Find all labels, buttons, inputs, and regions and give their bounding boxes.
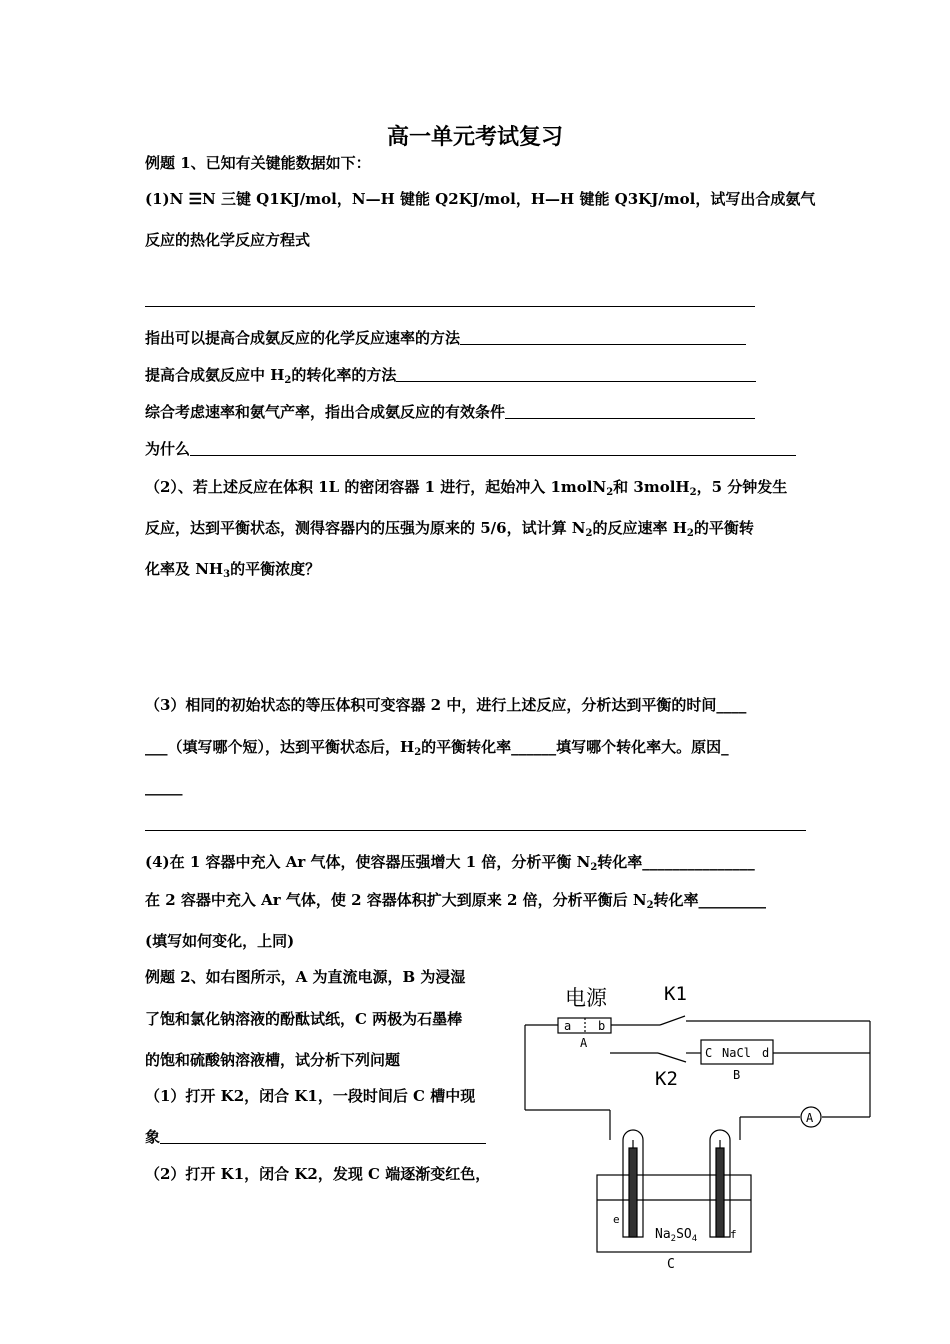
solution-label	[655, 1227, 697, 1244]
subscript: 3	[223, 569, 231, 580]
example2-line3: 的饱和硫酸钠溶液槽，试分析下列问题	[145, 1051, 401, 1069]
terminal-a-label: a	[564, 1019, 572, 1033]
q1-line2: 反应的热化学反应方程式	[145, 231, 311, 249]
solution-so: SO	[676, 1227, 692, 1242]
q4-line2a: 在 2 容器中充入 Ar 气体，使 2 容器体积扩大到原来 2 倍，分析平衡后 N	[145, 891, 647, 909]
solution-sub-2: 2	[670, 1234, 677, 1244]
blank-h2-method	[396, 365, 756, 382]
example2-line4: （1）打开 K2，闭合 K1，一段时间后 C 槽中现	[145, 1087, 476, 1105]
switch-k1[interactable]	[660, 1016, 685, 1025]
q1-conditions-text: 综合考虑速率和氨气产率，指出合成氨反应的有效条件	[145, 403, 506, 421]
q4-line1a: (4)在 1 容器中充入 Ar 气体，使容器压强增大 1 倍，分析平衡 N	[145, 853, 591, 871]
q2-line3	[145, 558, 320, 580]
q1-h2-method	[145, 364, 756, 386]
ammeter-label: A	[806, 1111, 814, 1125]
blank-why	[190, 439, 796, 456]
q1-rate-method-text: 指出可以提高合成氨反应的化学反应速率的方法	[145, 329, 461, 347]
example2-line5	[145, 1126, 486, 1148]
q1-conditions	[145, 401, 755, 423]
label-A: A	[580, 1036, 588, 1050]
q3-line2a: ___（填写哪个短），达到平衡状态后，H	[145, 738, 415, 756]
label-C: C	[667, 1257, 675, 1272]
subscript: 2	[689, 487, 697, 498]
subscript: 2	[590, 862, 598, 873]
paper-nacl-label: NaCl	[722, 1046, 751, 1060]
subscript: 2	[686, 528, 694, 539]
label-B: B	[733, 1068, 741, 1082]
terminal-b-label: b	[598, 1019, 606, 1033]
blank-phenomenon	[160, 1127, 486, 1144]
q3-line1: （3）相同的初始状态的等压体积可变容器 2 中，进行上述反应，分析达到平衡的时间____	[145, 696, 747, 714]
example2-line6: （2）打开 K1，闭合 K2，发现 C 端逐渐变红色，	[145, 1165, 491, 1183]
q3-line3: _____	[145, 778, 183, 796]
example2-line2: 了饱和氯化钠溶液的酚酞试纸，C 两极为石墨棒	[145, 1010, 463, 1028]
q1-rate-method	[145, 327, 746, 349]
q1-why	[145, 438, 796, 460]
q2-line1a: （2）、若上述反应在体积 1L 的密闭容器 1 进行，起始冲入 1molN	[145, 478, 607, 496]
q2-line1	[145, 476, 787, 498]
page-title: 高一单元考试复习	[386, 124, 563, 150]
subscript: 2	[606, 487, 614, 498]
q2-line2a: 反应，达到平衡状态，测得容器内的压强为原来的 5/6，试计算 N	[145, 519, 586, 537]
blank-conditions	[505, 402, 755, 419]
circuit-diagram	[515, 975, 895, 1275]
blank-rate-method	[460, 328, 746, 345]
q1-why-text: 为什么	[145, 440, 191, 458]
q2-line3b: 的平衡浓度？	[230, 560, 321, 578]
electrode-f-label: f	[730, 1228, 737, 1241]
q2-line2	[145, 517, 754, 539]
solution-sub-4: 4	[691, 1234, 698, 1244]
q2-line1b: 和 3molH	[613, 478, 690, 496]
graphite-electrode-e	[629, 1148, 637, 1237]
subscript: 2	[284, 375, 292, 386]
graphite-electrode-f	[716, 1148, 724, 1237]
example2-line1: 例题 2、如右图所示，A 为直流电源，B 为浸湿	[145, 968, 466, 986]
q4-line2	[145, 889, 766, 911]
paper-d-label: d	[762, 1046, 770, 1060]
q3-line2b: 的平衡转化率______填写哪个转化率大。原因_	[421, 738, 729, 756]
electrode-e-label: e	[613, 1213, 620, 1226]
subscript: 2	[414, 747, 422, 758]
solution-na: Na	[655, 1227, 671, 1242]
q4-line1	[145, 851, 755, 873]
q3-line2	[145, 736, 729, 758]
subscript: 2	[585, 528, 593, 539]
q2-line1c: ，5 分钟发生	[696, 478, 788, 496]
power-label: 电源	[565, 986, 607, 1010]
q1-h2-prefix: 提高合成氨反应中 H	[145, 366, 285, 384]
k2-label: K2	[655, 1068, 678, 1090]
answer-line-equation	[145, 306, 755, 307]
example1-heading: 例题 1、已知有关键能数据如下：	[145, 154, 371, 172]
q1-h2-suffix: 的转化率的方法	[291, 366, 397, 384]
answer-line-reason	[145, 830, 806, 831]
q4-line3: (填写如何变化，上同)	[145, 932, 295, 950]
k1-label: K1	[664, 983, 687, 1005]
q4-line1b: 转化率_______________	[597, 853, 755, 871]
q2-line3a: 化率及 NH	[145, 560, 224, 578]
q2-line2c: 的平衡转	[693, 519, 754, 537]
subscript: 2	[646, 900, 654, 911]
q1-line1: (1)N ☰N 三键 Q1KJ/mol，N—H 键能 Q2KJ/mol，H—H 键能 Q3KJ/mol，试写出合成氨气	[145, 190, 816, 208]
q4-line2b: 转化率_________	[653, 891, 767, 909]
q2-line2b: 的反应速率 H	[592, 519, 687, 537]
example2-line5-text: 象	[145, 1128, 161, 1146]
paper-c-label: C	[705, 1046, 713, 1060]
switch-k2[interactable]	[658, 1053, 686, 1062]
